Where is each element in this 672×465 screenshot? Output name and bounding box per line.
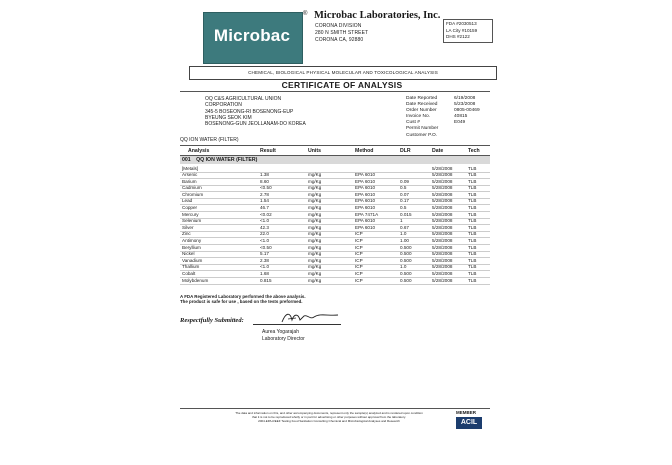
cell-tech: TLB	[468, 218, 477, 224]
cell-tech: TLB	[468, 178, 477, 184]
company-city: CORONA CA, 92880	[315, 37, 364, 43]
cell-analysis: Lead	[182, 198, 193, 204]
cell-date: 5/28/2008	[432, 191, 453, 197]
cell-result: <0.50	[260, 185, 272, 191]
cell-units: mg/Kg	[308, 211, 322, 217]
cell-analysis: Antimony	[182, 238, 202, 243]
cell-date: 5/28/2008	[432, 264, 453, 270]
meta-label: Date Reported	[406, 96, 438, 101]
cell-method: ICP	[355, 231, 363, 237]
cell-method: ICP	[355, 244, 363, 250]
cell-dlr: 0.5	[400, 205, 407, 210]
cell-date: 5/28/2008	[432, 238, 453, 243]
cell-method: ICP	[355, 277, 363, 283]
cell-date: 5/28/2008	[432, 218, 453, 224]
cell-tech: TLB	[468, 244, 477, 250]
cell-tech: TLB	[468, 205, 477, 210]
col-date: Date	[432, 147, 444, 154]
cell-tech: TLB	[468, 238, 477, 243]
cell-method: ICP	[355, 264, 363, 270]
section-code: 001	[182, 157, 191, 163]
cell-method: EPA 6010	[355, 205, 376, 210]
disclaimer-line: The data and information on this, and other accompanying documents, represent only the sample(s) analyzed and is rendered upon condition	[235, 411, 423, 415]
company-street: 280 N SMITH STREET	[315, 30, 369, 36]
cell-units: mg/Kg	[308, 218, 322, 224]
cell-analysis: Nickel	[182, 251, 195, 257]
table-row	[180, 278, 490, 285]
customer-address	[205, 96, 306, 127]
cell-units: mg/Kg	[308, 231, 322, 237]
divider	[180, 91, 490, 92]
disclaimer-line: 2004-EPA-REEF Testing Food Sanitation Consulting Chemical and Microbiological Analyses and Research	[258, 419, 400, 424]
member-label: MEMBER	[456, 410, 476, 415]
cell-analysis: Vanadium	[182, 257, 203, 263]
cell-date: 5/28/2008	[432, 185, 453, 191]
group-tech: TLB	[468, 166, 477, 171]
cell-result: <1.0	[260, 264, 270, 270]
document-title: CERTIFICATE OF ANALYSIS	[281, 80, 403, 90]
meta-value: 5/23/2008	[454, 102, 476, 108]
cell-method: EPA 6010	[355, 172, 376, 177]
cell-method: EPA 6010	[355, 198, 376, 204]
cell-units: mg/Kg	[308, 238, 322, 243]
cell-dlr: 0.5	[400, 185, 407, 191]
fda-note: A FDA Registered Laboratory performed the above analysis.	[180, 294, 306, 299]
company-division: CORONA DIVISION	[315, 23, 362, 29]
cell-dlr: 0.17	[400, 198, 409, 204]
cell-tech: TLB	[468, 231, 477, 237]
cell-analysis: Mercury	[182, 211, 199, 217]
logo-text: Microbac	[213, 26, 291, 45]
footer-divider	[180, 408, 490, 409]
cell-dlr: 0.500	[400, 277, 412, 283]
cell-method: EPA 6010	[355, 191, 376, 197]
cell-result: <1.0	[260, 218, 270, 224]
cell-units: mg/Kg	[308, 257, 322, 263]
section-title: QQ ION WATER (FILTER)	[196, 157, 258, 163]
col-dlr: DLR	[400, 147, 411, 154]
cell-units: mg/Kg	[308, 264, 322, 270]
cell-dlr: 1	[400, 218, 403, 224]
certification-line: LA City #10159	[446, 27, 478, 33]
cell-dlr: 1.00	[400, 238, 409, 243]
cell-units: mg/Kg	[308, 271, 322, 276]
group-date: 5/28/2008	[432, 166, 453, 171]
cell-dlr: 0.500	[400, 244, 412, 250]
meta-label: Date Received	[406, 102, 438, 108]
cell-analysis: Barium	[182, 178, 197, 184]
cell-method: EPA 6010	[355, 218, 376, 224]
meta-label: Customer P.O.	[406, 132, 438, 138]
cell-analysis: Zinc	[182, 231, 191, 237]
cell-method: ICP	[355, 257, 363, 263]
cell-dlr: 0.500	[400, 251, 412, 257]
cell-tech: TLB	[468, 198, 477, 204]
cell-units: mg/Kg	[308, 251, 322, 257]
cell-date: 5/28/2008	[432, 271, 453, 276]
col-result: Result	[260, 147, 276, 154]
cell-result: 5.17	[260, 251, 269, 257]
meta-label: Cust #	[406, 120, 420, 126]
cell-result: <0.02	[260, 211, 272, 217]
cell-analysis: Silver	[182, 224, 194, 230]
report-meta-values	[454, 96, 480, 126]
cell-result: <0.50	[260, 244, 272, 250]
company-name: Microbac Laboratories, Inc.	[314, 10, 441, 21]
cell-units: mg/Kg	[308, 185, 322, 191]
services-banner: CHEMICAL, BIOLOGICAL PHYSICAL MOLECULAR AND TOXICOLOGICAL ANALYSIS	[189, 66, 497, 80]
cell-analysis: Thallium	[182, 264, 200, 270]
submitted-label: Respectfully Submitted:	[180, 317, 244, 324]
cell-result: 1.38	[260, 172, 269, 177]
report-meta-labels	[406, 96, 438, 139]
cell-tech: TLB	[468, 251, 477, 257]
cell-result: 22.0	[260, 231, 269, 237]
cell-units: mg/Kg	[308, 224, 322, 230]
cell-units: mg/Kg	[308, 198, 322, 204]
cell-dlr: 0.500	[400, 257, 412, 263]
safety-note: The product is safe for use , based on the tests preformed.	[180, 299, 303, 304]
meta-value: 0805-00469	[454, 108, 480, 114]
cell-analysis: Copper	[182, 205, 198, 210]
cell-tech: TLB	[468, 264, 477, 270]
cell-tech: TLB	[468, 191, 477, 197]
table-header	[180, 145, 490, 156]
cell-tech: TLB	[468, 172, 477, 177]
cell-analysis: Cobalt	[182, 271, 196, 276]
cell-method: ICP	[355, 271, 363, 276]
meta-label: Invoice No.	[406, 114, 430, 120]
cell-analysis: Arsenic	[182, 172, 198, 177]
cell-units: mg/Kg	[308, 172, 322, 177]
meta-label: Order Number	[406, 108, 437, 114]
signer-title: Laboratory Director	[262, 335, 305, 342]
cell-date: 5/28/2008	[432, 251, 453, 257]
acil-logo: ACIL	[456, 417, 482, 429]
cell-method: EPA 6010	[355, 185, 376, 191]
sample-reference: QQ ION WATER (FILTER)	[180, 137, 239, 143]
col-units: Units	[308, 147, 321, 154]
cell-result: 8.60	[260, 178, 269, 184]
cell-result: 46.7	[260, 205, 269, 210]
signature-line	[253, 324, 341, 325]
disclaimer-line: that it is not to be reproduced wholly or in part for advertising or other purposes without approval from the laboratory.	[251, 415, 407, 420]
cell-tech: TLB	[468, 257, 477, 263]
cell-units: mg/Kg	[308, 277, 322, 283]
signer-block	[262, 329, 305, 342]
cell-analysis: Beryllium	[182, 244, 201, 250]
cell-tech: TLB	[468, 277, 477, 283]
cell-result: 42.3	[260, 224, 269, 230]
cell-result: 1.68	[260, 271, 269, 276]
cell-analysis: Cadmium	[182, 185, 202, 191]
cell-tech: TLB	[468, 185, 477, 191]
cell-result: <1.0	[260, 238, 270, 243]
col-method: Method	[355, 147, 374, 154]
cell-analysis: Selenium	[182, 218, 202, 224]
cell-result: 2.38	[260, 257, 269, 263]
cell-tech: TLB	[468, 271, 477, 276]
cell-units: mg/Kg	[308, 244, 322, 250]
cell-result: 1.54	[260, 198, 269, 204]
cell-date: 5/28/2008	[432, 231, 453, 237]
certification-box	[443, 19, 493, 43]
cell-date: 5/28/2008	[432, 257, 453, 263]
cell-dlr: 0.09	[400, 178, 409, 184]
cell-units: mg/Kg	[308, 205, 322, 210]
cell-date: 5/28/2008	[432, 224, 453, 230]
cell-date: 5/28/2008	[432, 244, 453, 250]
cell-date: 5/28/2008	[432, 205, 453, 210]
col-tech: Tech	[468, 147, 480, 154]
cell-result: 0.815	[260, 277, 272, 283]
cell-dlr: 0.67	[400, 224, 409, 230]
customer-line: OQ C&S AGRICULTURAL UNION	[205, 96, 282, 102]
cell-dlr: 1.0	[400, 264, 407, 270]
meta-value: E049	[454, 120, 466, 126]
cell-tech: TLB	[468, 224, 477, 230]
registered-mark: ®	[303, 11, 308, 17]
group-label: [Metals]	[182, 166, 199, 171]
customer-line: BYEUNG SEOK KIM	[205, 114, 252, 121]
cell-method: EPA 7471A	[355, 211, 379, 217]
customer-line: CORPORATION	[205, 102, 242, 109]
meta-value: 40815	[454, 114, 468, 120]
cell-date: 5/28/2008	[432, 277, 453, 283]
meta-label: Permit Number	[406, 126, 439, 132]
cell-method: EPA 6010	[355, 224, 376, 230]
col-analysis: Analysis	[188, 147, 210, 154]
cell-analysis: Molybdenum	[182, 277, 209, 283]
cell-dlr: 0.015	[400, 211, 412, 217]
cell-method: ICP	[355, 251, 363, 257]
customer-line: BOSENONG-GUN JEOLLANAM-DO KOREA	[205, 121, 306, 128]
disclaimer	[214, 411, 444, 424]
cell-method: EPA 6010	[355, 178, 376, 184]
sample-section-header	[180, 156, 490, 164]
certification-line: FDA #2030513	[446, 21, 477, 26]
certification-line: DHS #2122	[446, 34, 470, 39]
cell-date: 5/28/2008	[432, 178, 453, 184]
cell-tech: TLB	[468, 211, 477, 217]
cell-method: ICP	[355, 238, 363, 243]
cell-dlr: 0.500	[400, 271, 412, 276]
meta-value: 6/19/2008	[454, 96, 476, 101]
cell-result: 2.78	[260, 191, 269, 197]
cell-date: 5/28/2008	[432, 172, 453, 177]
cell-dlr: 1.0	[400, 231, 407, 237]
cell-units: mg/Kg	[308, 191, 322, 197]
cell-units: mg/Kg	[308, 178, 322, 184]
customer-line: 345-5 BOSEONG-RI BOSENONG-EUP	[205, 108, 294, 115]
cell-date: 5/28/2008	[432, 211, 453, 217]
cell-date: 5/28/2008	[432, 198, 453, 204]
cell-analysis: Chromium	[182, 191, 204, 197]
signer-name: Aurea Yogarajah	[262, 329, 299, 335]
cell-dlr: 0.07	[400, 191, 409, 197]
